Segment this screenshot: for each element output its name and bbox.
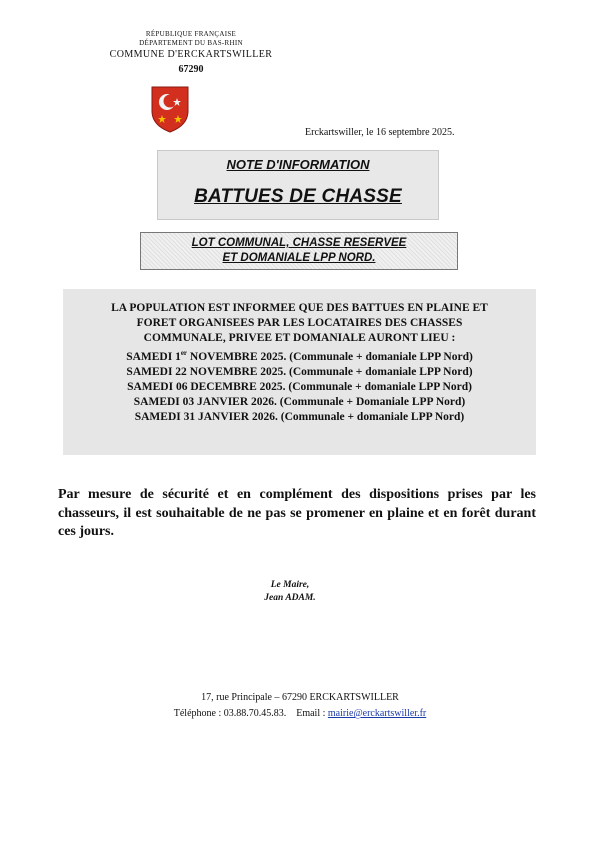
letterhead [96,30,286,76]
footer-email-label: Email : [296,708,326,719]
footer [100,690,500,722]
note-heading: NOTE D'INFORMATION [226,157,370,172]
commune-name: COMMUNE D'ERCKARTSWILLER [109,49,273,60]
safety-paragraph: Par mesure de sécurité et en complément des dispositions prises par les chasseurs, il est souhaitable de ne pas se promener en plaine et en forêt durant ces jours. [58,487,536,539]
footer-phone: Téléphone : 03.88.70.45.83. [173,708,287,719]
footer-address: 17, rue Principale – 67290 ERCKARTSWILLER [201,692,399,703]
republic-line: RÉPUBLIQUE FRANÇAISE [145,30,237,38]
signature [240,579,340,604]
date-item: SAMEDI 03 JANVIER 2026. (Communale + Domaniale LPP Nord) [133,396,466,408]
postcode: 67290 [178,64,204,75]
intro-line: FORET ORGANISEES PAR LES LOCATAIRES DES CHASSES [136,317,463,329]
date-item: SAMEDI 06 DECEMBRE 2025. (Communale + domaniale LPP Nord) [127,381,472,393]
page-title: BATTUES DE CHASSE [194,186,402,207]
signature-role: Le Maire, [270,580,310,590]
subtitle-box [140,232,458,270]
date-line: Erckartswiller, le 16 septembre 2025. [305,127,455,138]
coat-of-arms-icon [150,85,190,133]
intro-line: LA POPULATION EST INFORMEE QUE DES BATTUES EN PLAINE ET [111,302,488,314]
department-line: DÉPARTEMENT DU BAS-RHIN [139,39,243,47]
info-box [63,289,536,455]
intro-line: COMMUNALE, PRIVEE ET DOMANIALE AURONT LIEU : [143,332,456,344]
date-item: SAMEDI 31 JANVIER 2026. (Communale + domaniale LPP Nord) [134,411,465,423]
email-link[interactable]: mairie@erckartswiller.fr [327,708,427,719]
signature-name: Jean ADAM. [264,592,316,603]
subtitle-line-2: ET DOMANIALE LPP NORD. [222,252,376,264]
date-item: SAMEDI 22 NOVEMBRE 2025. (Communale + domaniale LPP Nord) [126,366,473,378]
title-box [157,150,439,220]
date-item: SAMEDI 1er NOVEMBRE 2025. (Communale + domaniale LPP Nord) [126,349,473,363]
subtitle-line-1: LOT COMMUNAL, CHASSE RESERVEE [191,237,407,249]
footer-contact [100,706,500,722]
